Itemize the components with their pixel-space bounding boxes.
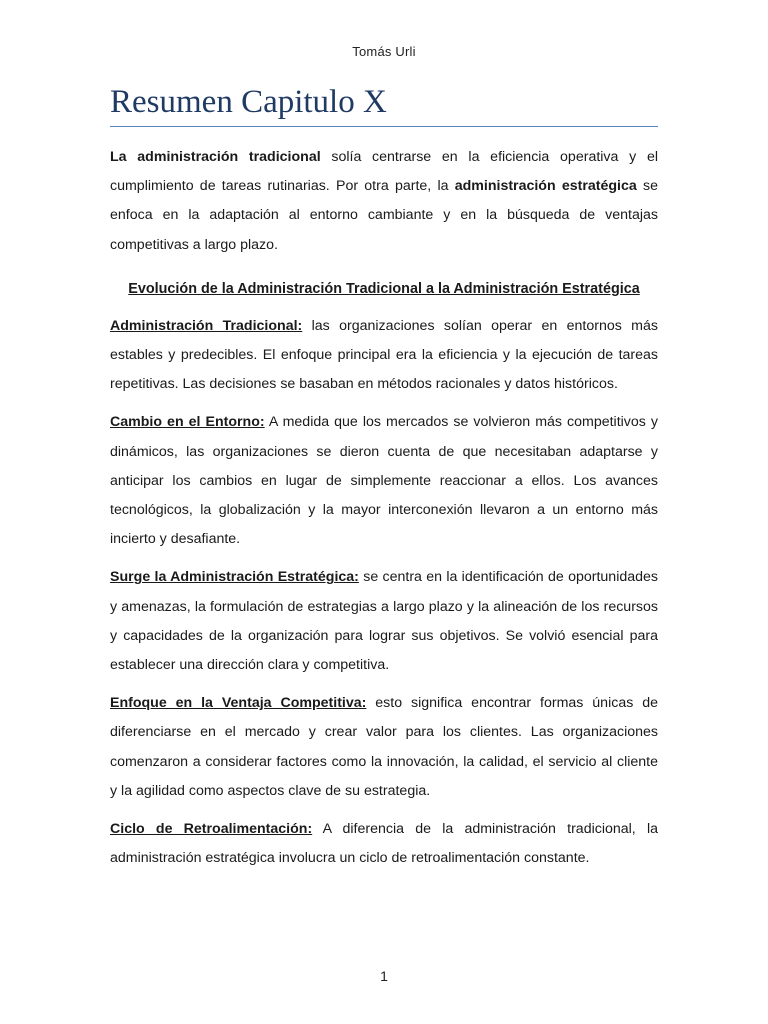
paragraph-lead: Surge la Administración Estratégica:: [110, 569, 359, 586]
paragraph-administracion-tradicional: [110, 312, 658, 400]
header-author: Tomás Urli: [352, 44, 416, 59]
paragraph-lead: Enfoque en la Ventaja Competitiva:: [110, 695, 367, 712]
paragraph-lead: Ciclo de Retroalimentación:: [110, 821, 313, 838]
paragraph-text: A diferencia de la administración tradicional, la administración estratégica involucra un ciclo de retroalimentación constante.: [110, 821, 659, 867]
page-number: 1: [380, 968, 388, 984]
paragraph-ventaja-competitiva: [110, 689, 658, 806]
intro-text-2: se enfoca en la adaptación al entorno cambiante y en la búsqueda de ventajas competitivas a largo plazo.: [110, 178, 658, 253]
paragraph-text: se centra en la identificación de oportunidades y amenazas, la formulación de estrategias a largo plazo y la alineación de los recursos y capacidades de la organización para lograr sus objetivos. Se volvió esencial para establecer una dirección clara y competitiva.: [110, 569, 659, 674]
paragraph-cambio-entorno: [110, 408, 658, 554]
paragraph-lead: Administración Tradicional:: [110, 317, 303, 334]
paragraph-lead: Cambio en el Entorno:: [110, 414, 265, 431]
intro-paragraph: [110, 143, 658, 260]
intro-bold-term-1: La administración tradicional: [110, 149, 321, 165]
intro-text-1: solía centrarse en la eficiencia operativa y el cumplimiento de tareas rutinarias. Por otra parte, la: [110, 149, 658, 195]
paragraph-text: esto significa encontrar formas únicas de diferenciarse en el mercado y crear valor para los clientes. Las organizaciones comenzaron a considerar factores como la innovación, la calidad, el servicio al cliente y la agilidad como aspectos clave de su estrategia.: [110, 695, 658, 799]
section-heading: Evolución de la Administración Tradicional a la Administración Estratégica: [128, 280, 640, 297]
intro-bold-term-2: administración estratégica: [454, 178, 637, 195]
document-body: [110, 143, 658, 882]
paragraph-text: A medida que los mercados se volvieron más competitivos y dinámicos, las organizaciones se dieron cuenta de que necesitaban adaptarse y anticipar los cambios en lugar de simplemente reaccionar a ellos. Los avances tecnológicos, la globalización y la mayor interconexión llevaron a un entorno más incierto y desafiante.: [110, 414, 659, 548]
paragraph-surge-administracion-estrategica: [110, 563, 658, 680]
paragraph-text: las organizaciones solían operar en entornos más estables y predecibles. El enfoque principal era la eficiencia y la ejecución de tareas repetitivas. Las decisiones se basaban en métodos racionales y datos históricos.: [110, 317, 658, 393]
document-title: Resumen Capitulo X: [110, 82, 658, 127]
paragraph-ciclo-retroalimentacion: [110, 815, 658, 873]
